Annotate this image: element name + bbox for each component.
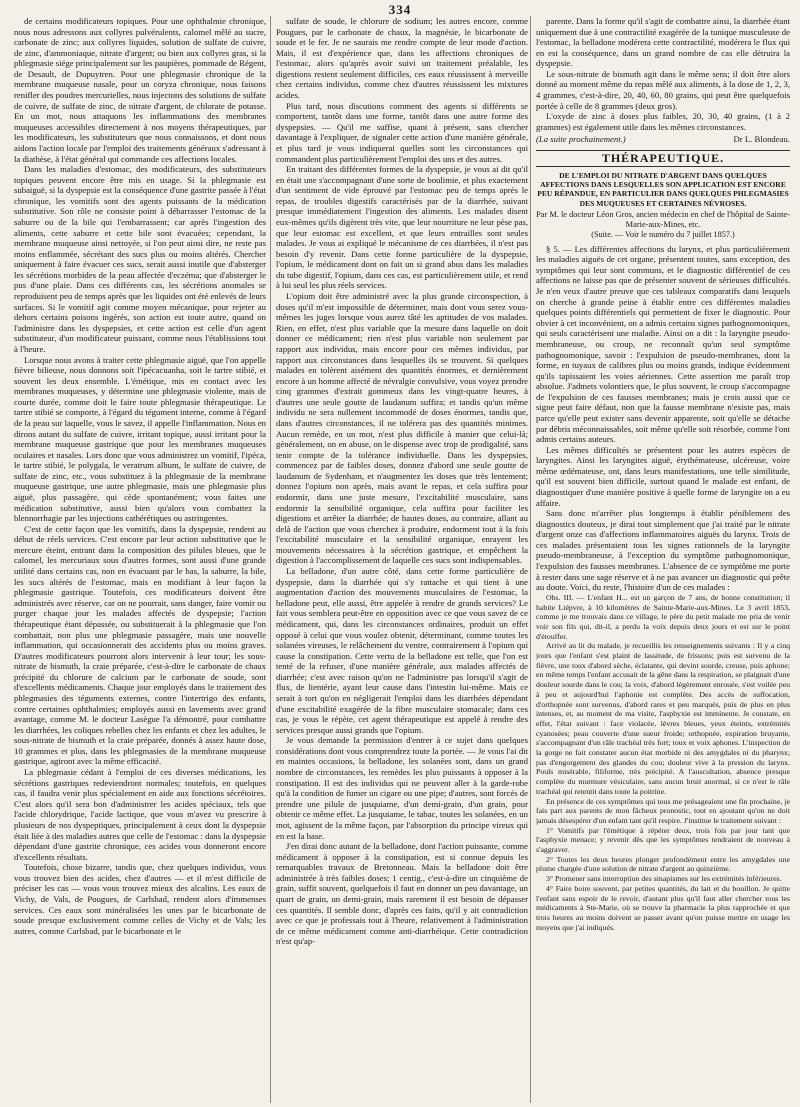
section-title: THÉRAPEUTIQUE. xyxy=(536,150,790,167)
column-left xyxy=(14,16,266,1104)
paragraph: sulfate de soude, le chlorure de sodium; les autres encore, comme Pougues, par le carbonate de chaux, la magnésie, le bicarbonate de soude et le fer. Je ne saurais me rendre compte de leur mode d'action. Mais, il est d'expérience que, dans les affections chroniques de l'estomac, alors qu'après avoir suivi un traitement préalable, les digestions restent seulement difficiles, ces eaux réussissent à merveille chez certains individus, comme chez d'autres réussissent les mixtures acides. xyxy=(276,16,528,101)
paragraph: L'oxyde de zinc à doses plus faibles, 20, 30, 40 grains, (1 à 2 grammes) est également utile dans les mêmes circonstances. xyxy=(536,111,790,132)
continuation-reference: (Suite. — Voir le numéro du 7 juillet 1857.) xyxy=(591,230,735,240)
case-paragraph: 1° Vomitifs par l'émétique à répéter deux, trois fois par jour tant que l'asphyxie menace; y revenir dès que les symptômes tendraient de nouveau à s'aggraver. xyxy=(536,825,790,855)
column-divider xyxy=(530,16,531,1103)
case-paragraph: 4° Faire boire souvent, par petites quantités, du lait et du bouillon. Je quitte l'enfant sans espoir de le revoir, d'autant plus qu'il faut aller chercher tous les médicaments à Ste-Marie, où se trouve la pharmacie la plus rapprochée et que trois heures au moins doivent se passer avant qu'on puisse mettre en usage les moyens que j'ai indiqués. xyxy=(536,883,790,932)
paragraph: L'opium doit être administré avec la plus grande circonspection, à doses qu'il m'est impossible de déterminer, mais dont vous serez vous-mêmes les juges lorsque vous aurez tâté les aptitudes de vos malades. Rien, en effet, n'est plus variable que la mesure dans laquelle on doit donner ce médicament; rien n'est plus variable non seulement par rapport aux individus, mais encore pour ces mêmes individus, par rapport aux circonstances dans lesquelles ils se trouvent. Si quelques malades en tolèrent aisément des quantités énormes, et dernièrement encore à un homme affecté de névralgie convulsive, vous voyez prendre cinq grammes d'extrait gommeux dans les vingt-quatre heures, à d'autres une seule goutte de laudanum suffira; et tandis qu'un même individu ne sera nullement incommodé de doses énormes, tandis que, dans d'autres circonstances, il ne tolérera pas des quantités minimes. Aucun remède, en un mot, n'est plus difficile à manier que celui-là; généralement, on en abuse, on le dispense avec trop de prodigalité, sans tenir compte de la tolérance individuelle. Dans les dyspepsies, commencez par de faibles doses, donnez d'abord une seule goutte de laudanum de Sydenham, et n'augmentez les doses que très lentement; donnez l'opium non après, mais avant le repas, et cela suffira pour endormir, dans une juste mesure, l'excitabilité musculaire, sans endormir la sensibilité organique, cela suffira pour faciliter les digestions et arrêter la diarrhée; de hautes doses, au contraire, allant au delà de l'action que vous cherchez à produire, endorment tout à la fois l'excitabilité musculaire et la sensibilité organique, enrayent les mouvements nécessaires à la sécrétion gastrique, et empêchent la digestion à l'accomplissement de laquelle ces sucs sont indispensables. xyxy=(276,291,528,566)
paragraph: Le sous-nitrate de bismuth agit dans le même sens; il doit être alors donné au moment même du repas mêlé aux aliments, à la dose de 1, 2, 3, 4 grammes, c'est-à-dire, 20, 40, 60, 80 grains, qui peut être quelquefois portée à celle de 8 grammes (deux gros). xyxy=(536,68,790,111)
case-paragraph: Obs. III. — L'enfant H... est un garçon de 7 ans, de bonne constitution; il habite Liépvre, à 10 kilomètres de Sainte-Marie-aux-Mines. Le 3 avril 1853, comme je me trouvais dans ce village, le père du petit malade me pria de venir voir son fils qui, dit-il, a perdu la voix depuis deux jours et est sur le point d'étouffer. xyxy=(536,592,790,641)
page-number: 334 xyxy=(388,2,412,17)
case-paragraph: 2° Toutes les deux heures plonger profondément entre les amygdales une plume chargée d'une solution de nitrate d'argent au quinzième. xyxy=(536,854,790,874)
case-paragraph: 3° Promener sans interruption des sinapismes sur les extrémités inférieures. xyxy=(546,874,782,884)
paragraph: Sans donc m'arrêter plus longtemps à établir péniblement des diagnostics douteux, je dirai tout simplement que j'ai traité par le nitrate d'argent onze cas d'affections inflammatoires aiguës du larynx. Trois de ces malades présentaient tous les signes rationnels de la laryngite pseudo-membraneuse, à l'exception du symptôme pathognomonique, l'expulsion des fausses membranes. L'absence de ce symptôme me porte à rester dans une sage réserve et à ne pas avancer un diagnostic qui prête au doute. Voici, du reste, l'histoire d'un de ces malades : xyxy=(536,508,790,593)
byline: Par M. le docteur Léon Gros, ancien médecin en chef de l'hôpital de Sainte-Marie-aux-Mines, etc. xyxy=(536,210,790,230)
paragraph: La phlegmasie cédant à l'emploi de ces diverses médications, les sécrétions gastriques redeviendront normales; toutefois, en quelques cas, il faudra venir plus spécialement en aide aux fonctions sécrétoires. C'est alors qu'il sera bon d'administrer les acides spéciaux, tels que l'acide chlorydrique, l'acide lactique, que vous m'avez vu prescrire à plusieurs de nos dyspeptiques, principalement à ceux dont la dyspepsie était liée à des maladies autres que celle de l'estomac : dans la dyspepsie dépendant d'une gastrite chronique, ces acides vous donneront encore d'excellents résultats. xyxy=(14,767,266,862)
signature-line xyxy=(536,134,790,145)
paragraph: En traitant des différentes formes de la dyspepsie, je vous ai dit qu'il en était une s'accompagnant d'une sorte de boulimie, et plus exactement d'un sentiment de vide éprouvé par l'estomac peu de temps après le repas, de troubles digestifs caractérisés par de la diarrhée, suivant presque immédiatement l'ingestion des aliments. Les malades disent eux-mêmes qu'ils digèrent très vite, que leur nourriture ne leur pèse pas, que leur estomac est excellent, et que leurs entrailles sont seules malades. Je vous ai expliqué le mécanisme de ces diarrhées, il n'est pas besoin d'y revenir. Dans cette forme particulière de la dyspepsie, l'opium, le médicament dont on fait un si grand abus dans les maladies du tube digestif, l'opium, dans ces cas, est particulièrement utile, et rend à lui seul les plus réels services. xyxy=(276,164,528,291)
paragraph: parente. Dans la forme qu'il s'agit de combattre ainsi, la diarrhée étant uniquement due à une contractilité exagérée de la tunique musculeuse de l'estomac, la belladone modérera cette contractilité, modérera le flux qui en est la conséquence, dans un grand nombre de cas elle détruira la dyspepsie. xyxy=(536,16,790,69)
paragraph: de certains modificateurs topiques. Pour une ophthalmie chronique, nous nous adressons aux collyres pulvérulents, calomel mêlé au sucre, carbonate de zinc; aux collyres liquides, solution de sulfate de cuivre, de zinc, d'ammoniaque, nitrate d'argent; ou bien aux collyres gras, si la phlegmasie siége principalement sur les paupières, pommade de Régent, de Desault, de Dupuytren. Pour une phlegmasie chronique de la membrane muqueuse nasale, pour un coryza chronique, nous faisons renifler des poudres mercurielles, nous injectons des solutions de sulfate de cuivre, de sulfate de zinc, de nitrate d'argent, de chlorate de potasse. En un mot, nous attaquons les inflammations des membranes muqueuses accessibles directement à nos moyens thérapeutiques, par les modificateurs, les substituteurs que nous connaissons, et dont nous aidons l'action locale par l'emploi des traitements généraux s'adressant à la diathèse, à l'état général qui commande ces affections locales. xyxy=(14,16,266,164)
paragraph: § 5. — Les différentes affections du larynx, et plus particulièrement les maladies aiguës de cet organe, présentent toutes, sans exception, des symptômes qui leur sont communs, et le diagnostic différentiel de ces affections ne laisse pas que de présenter souvent de sérieuses difficultés. Je n'en veux d'autre preuve que ces tableaux comparatifs dans lesquels on cherche à grande peine à établir entre ces différentes maladies quelques points différentiels qui permettent de fixer le diagnostic. Pour obvier à cet inconvénient, on a admis certains signes pathognomoniques, qui seuls caractérisent une maladie. Ainsi on a dit : la laryngite pseudo-membraneuse, ou croup, ne reconnaît qu'un seul symptôme pathognomonique, savoir : l'expulsion de pseudo-membranes, dont la forme, en tuyaux de calibres plus ou moins grands, indique évidemment qu'ils tapissaient les voies aériennes. Cette assertion me paraît trop absolue. J'admets volontiers que, le plus souvent, le croup s'accompagne de l'expulsion de ces fausses membranes; mais je crois aussi que ce signe peut faire défaut, non que la fausse membrane n'existe pas, mais parce qu'elle peut exister sans devenir apparente, soit qu'elle se détache par débris méconnaissables, soit même qu'elle soit résorbée, comme l'ont admis certains auteurs. xyxy=(536,243,790,445)
continuation-note: (La suite prochainement.) xyxy=(536,134,626,145)
column-right xyxy=(536,16,790,1104)
paragraph: J'en dirai donc autant de la belladone, dont l'action puissante, comme médicament à opposer à la constipation, est si connue depuis les remarquables travaux de Bretonneau. Mais la belladone doit être administrée à très faibles doses; 1 centig., c'est-à-dire un cinquième de grain, suffit souvent, quelquefois il faut en donner un peu davantage, un quart de grain, un demi-grain, mais rarement il est besoin de dépasser ces quantités. Il semble donc, d'après ces faits, qu'il y ait contradiction avec ce que je professais tout à l'heure, relativement à l'administration de ce même médicament comme anti-diarrhéique. Cette contradiction n'est qu'ap- xyxy=(276,841,528,947)
paragraph: Plus tard, nous discutions comment des agents si différents se comportent, tantôt dans une forme, tantôt dans une autre forme des dyspepsies. — Qu'il me suffise, quant à présent, sans chercher davantage à l'expliquer, de signaler cette action d'une manière générale, et plus tard je vous indiquerai quelles sont les circonstances qui commandent plus particulièrement l'emploi des uns et des autres. xyxy=(276,100,528,164)
paragraph: La belladone, d'un autre côté, dans cette forme particulière de dyspepsie, dans la diarrhée qui s'y rattache et qui tient à une augmentation d'action des mouvements musculaires de l'estomac, la belladone peut, elle aussi, être appelée à rendre de grands services? Le fait vous semblera peut-être en opposition avec ce que vous savez de ce médicament, qui, dans les circonstances ordinaires, produit un effet opposé à celui que vous voulez obtenir, déterminant, comme toutes les solanées vireuses, le relâchement du ventre, contrairement à l'opium qui cause la constipation. Cette vertu de la belladone est telle, que l'on est tenté de la refuser, d'une manière générale, aux malades affectés de diarrhée; c'est avec raison qu'on ne l'administre pas lorsqu'il s'agit de flux, de lientérie, ayant leur cause dans l'intestin lui-même. Mais ce serait à tort qu'on en négligerait l'emploi dans les diarrhées dépendant d'une excitabilité exagérée de la fibre musculaire stomacale; dans ces cas, je vous le répète, cet agent thérapeutique est appelé à rendre des services presque aussi grands que l'opium. xyxy=(276,566,528,735)
paragraph: Toutefois, chose bizarre, tandis que, chez quelques individus, vous vous trouvez bien des acides, chez d'autres — et il m'est difficile de préciser les cas — vous vous trouvez mieux des alcalins. Les eaux de Vichy, de Vals, de Pougues, de Carlsbad, rendent alors d'immenses services. Ces eaux sont minéralisées les unes par le bicarbonate de soude presque exclusivement comme celles de Vichy et de Vals; les autres, comme Carlsbad, par le bicarbonate et le xyxy=(14,862,266,936)
paragraph: Lorsque nous avons à traiter cette phlegmasie aiguë, que l'on appelle fièvre bilieuse, nous donnons soit l'ipécacuanha, soit le tartre stibié, et souvent les deux ensemble. L'émétique, mis en contact avec les membranes muqueuses, y détermine une phlegmasie violente, mais de courte durée, comme doit le faire toute phlegmasie thérapeutique. Le tartre stibié se comporte, à l'égard du tégument interne, comme à l'égard de la peau sur laquelle, vous le savez, il appelle l'inflammation. Nous en dirons autant du sulfate de cuivre, irritant topique, aussi irritant pour la membrane muqueuse gastrique que pour les membranes muqueuses oculaires et nasales. Lors donc que vous administrez un vomitif, l'ipéca, le tartre stibié, le polygala, le veratrum album, le sulfate de cuivre, de sulfate de zinc, etc., vous substituez à la phlegmasie de la membrane muqueuse gastrique, une autre phlegmasie, mais une phlegmasie plus aiguë, plus passagère, qui cède spontanément; vous faites une médication substitutive, aussi bien qu'alors vous combattez la blennorrhagie par les injections cathérétiques ou astringentes. xyxy=(14,354,266,524)
paragraph: C'est de cette façon que les vomitifs, dans la dyspepsie, rendent au début de réels services. C'est encore par leur action substitutive que le mercure éteint, entrant dans la composition des pilules bleues, que le calomel, les mercuriaux sous d'autres formes, sont aussi d'une grande utilité dans certains cas, non en évacuant par le bas, la saburre, la bile, les sucs altérés de l'estomac, mais en modifiant à leur façon la phlegmasie gastrique. Toutefois, ces modificateurs doivent être administrés avec réserve, car on ne pourrait, sans danger, faire vomir ou purger chaque jour les malades affectés de dyspepsie; l'action thérapeutique étant dépassée, ou substituerait à la phlegmasie que l'on combattait, non plus une phlegmasie passagère, mais une nouvelle inflammation, qui occasionnerait des accidents plus ou moins graves. D'autres modificateurs pourront alors intervenir à leur tour; les sous-nitrate de bismuth, la craie préparée, c'est-à-dire le carbonate de chaux précipité du chlorure de calcium par le carbonate de soude, sont d'excellents médicaments. Chaque jour employés dans le traitement des phlegmasies des téguments externes, contre l'intertrigo des enfants, contre certaines ophthalmies; employés aussi en lavements avec grand avantage, comme M. le docteur Lasègue l'a démontré, pour combattre les diarrhées, les coliques rebelles chez les enfants et chez les adultes, le sous-nitrate de bismuth et la craie préparée, donnés à assez haute dose, 10 grammes et plus, dans les phlegmasies de la membrane muqueuse gastrique, agiront avec la même efficacité. xyxy=(14,523,266,767)
case-paragraph: Arrivé au lit du malade, je recueillis les renseignements suivants : Il y a cinq jours que l'enfant s'est plaint de lassitude, de frissons; puis est survenu de la fièvre, une toux d'abord sèche, éclatante, qui devint sourde, creuse, puis aphone; en même temps l'enfant accusait de la gêne dans la respiration, se plaignait d'une douleur sourde dans le cou; la voix, d'abord légèrement enrouée, s'est voilée peu à peu et aujourd'hui l'aphonie est complète. Des accès de suffocation, d'orthopnée sont survenus, d'abord rares et peu marqués, puis de plus en plus intenses, et, au moment de ma visite, l'asphyxie est imminente. Je constate, en effet, l'état suivant : face violacée, lèvres bleues, yeux éteints, extrémités cyanosées; peau couverte d'une sueur froide; orthopnée, expiration bruyante, s'accompagnant d'un râle trachéal très fort; toux et voix aphones. L'inspection de la gorge ne fait constater aucun état morbide ni des amygdales ni du pharynx; pas d'engorgement des glandes du cou; douleur vive à la pression du larynx. Pouls misérable, filiforme, très précipité. A l'auscultation, absence presque complète du murmure vésiculaire, sans aucun bruit anormal, si ce n'est le râle trachéal qui retentit dans toute la poitrine. xyxy=(536,641,790,796)
author-signature: Dr L. Blondeau. xyxy=(733,134,790,145)
column-divider xyxy=(270,16,271,1103)
column-middle xyxy=(276,16,528,1104)
paragraph: Dans les maladies d'estomac, des modificateurs, des substituteurs topiques peuvent encore être mis en usage. Si la phlegmasie est subaiguë, si la dyspepsie est la conséquence d'une gastrite passée à l'état chronique, les vomitifs sont des agents puissants de la médication substitutive. Son rôle ne consiste point à débarrasser l'estomac de la saburre ou de la bile qui l'embarrassent; car après l'ingestion des aliments, cette saburre et cette bile sont évacuées; cependant, la membrane muqueuse ainsi nettoyée, si l'on peut ainsi dire, ne reste pas moins enflammée, sécrétant des sucs plus ou moins altérés. Chercher uniquement à faire évacuer ces sucs, serait aussi inutile que d'absterger les sécrétions morbides de la peau affectée d'eczéma; que d'absterger le pus d'une plaie. Dans ces différents cas, les sécrétions anomales se reproduisent peu de temps après que les liquides ont été enlevés de leurs surfaces. Si le vomitif agit comme moyen mécanique, pour rejeter au dehors certains poisons ingérés, son action est toute autre, quand on l'administre dans les dyspepsies, et cette action est celle d'un agent substituteur, d'un modificateur puissant, comme nous l'établissions tout à l'heure. xyxy=(14,164,266,354)
case-paragraph: En présence de ces symptômes qui tous me présageaient une fin prochaine, je fais part aux parents de mon fâcheux pronostic, tout en ajoutant qu'on ne doit jamais désespérer d'un enfant tant qu'il respire. J'institue le traitement suivant : xyxy=(536,796,790,825)
paragraph: Je vous demande la permission d'entrer à ce sujet dans quelques considérations dont vous comprendrez toute la portée. — Je vous l'ai dit en maintes occasions, la belladone, les solanées sont, dans un grand nombre de circonstances, les remèdes les plus puissants à opposer à la constipation. Il est des individus qui ne peuvent aller à la garde-robe qu'à la condition de fumer un cigare ou une pipe; d'autres, sont forcés de prendre une pilule de jusquiame, d'un demi-grain, d'un grain, pour obtenir ce même effet. La jusquiame, le tabac, toutes les solanées, en un mot, agissent de la même façon, par l'absorption du principe vireux qui en est la base. xyxy=(276,735,528,841)
paragraph: Les mêmes difficultés se présentent pour les autres espèces de laryngites. Ainsi les laryngites aiguë, érythémateuse, ulcéreuse, voire même œdémateuse, ont, dans leurs manifestations, une telle similitude, qu'il est souvent bien difficile, surtout quand le malade est enfant, de diagnostiquer d'une manière positive à quelle forme de laryngite on a eu affaire. xyxy=(536,444,790,508)
article-title: DE L'EMPLOI DU NITRATE D'ARGENT DANS QUELQUES AFFECTIONS DANS LESQUELLES SON APPLICATION EST ENCORE PEU RÉPANDUE, EN PARTICULIER DANS QUELQUES PHLEGMASIES DES MUQUEUSES ET CERTAINES NÉVROSES. xyxy=(537,170,789,208)
